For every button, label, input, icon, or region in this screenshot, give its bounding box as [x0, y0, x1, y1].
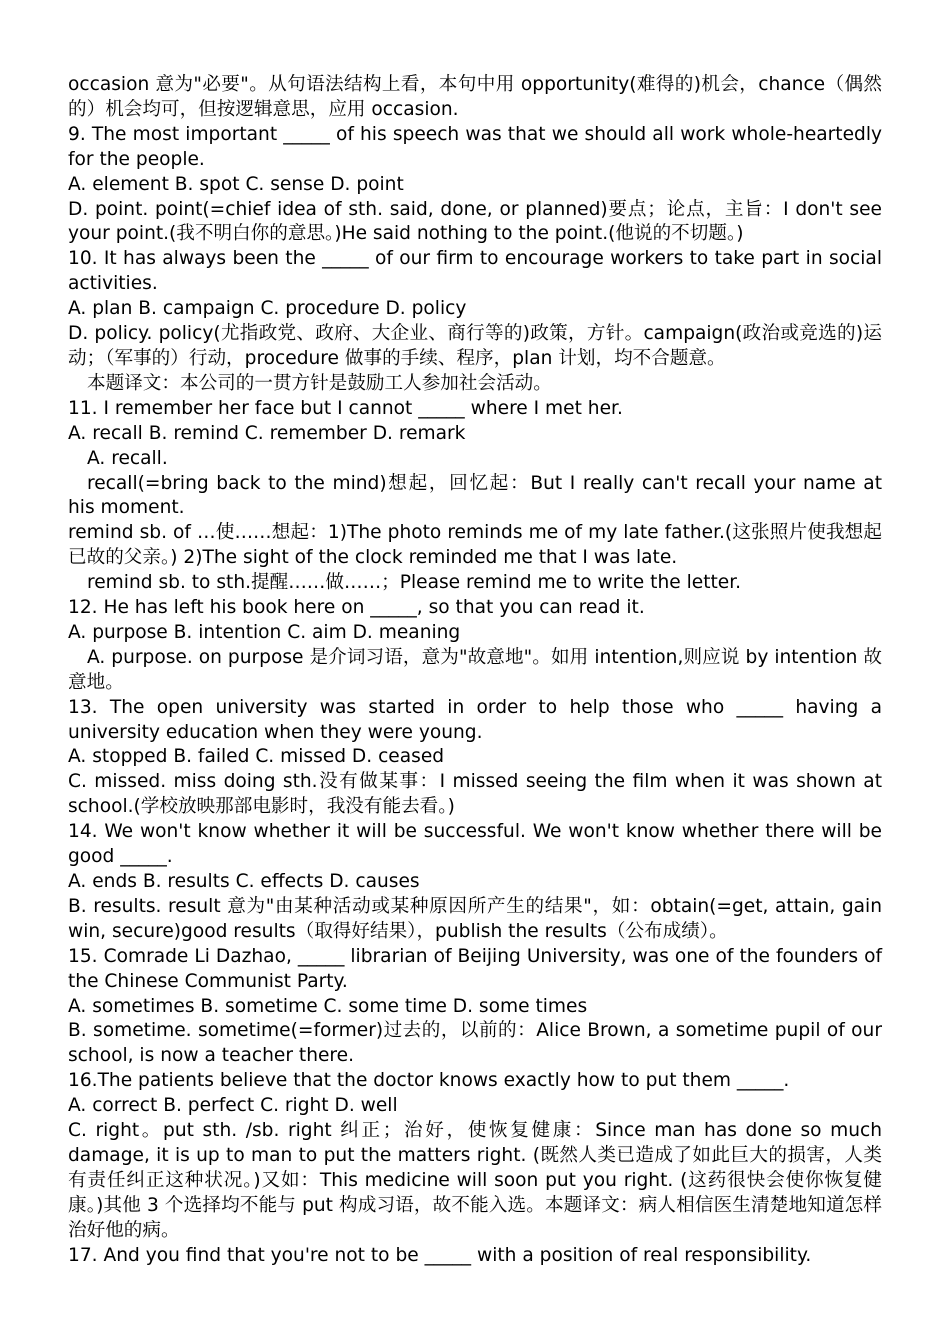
- answer-13: C. missed. miss doing sth.没有做某事：I missed seeing the film when it was shown at school.(学校放映那部电影时，我没有能去看。): [68, 771, 882, 818]
- answer-10: D. policy. policy(尤指政党、政府、大企业、商行等的)政策，方针。campaign(政治或竞选的)运动；（军事的）行动，procedure 做事的手续、程序，plan 计划，均不合题意。: [68, 323, 882, 369]
- question-16: 16.The patients believe that the doctor knows exactly how to put them _____.: [68, 1070, 790, 1092]
- options-15: A. sometimes B. sometime C. some time D. some times: [68, 995, 588, 1017]
- explanation-11-remind-to: remind sb. to sth.提醒……做……；Please remind me to write the letter.: [87, 572, 742, 594]
- options-14: A. ends B. results C. effects D. causes: [68, 871, 420, 892]
- options-11: A. recall B. remind C. remember D. remark: [68, 422, 466, 444]
- question-13: 13. The open university was started in order to help those who _____ having a university education when they were young.: [68, 696, 882, 743]
- question-15: 15. Comrade Li Dazhao, _____ librarian of Beijing University, was one of the founders of the Chinese Communist Party.: [68, 945, 882, 992]
- question-11: 11. I remember her face but I cannot _____ where I met her.: [68, 397, 623, 419]
- document-page: [68, 73, 882, 1269]
- answer-14: B. results. result 意为"由某种活动或某种原因所产生的结果"，如：obtain(=get, attain, gain win, secure)good results（取得好结果），publish the results（公布成绩）。: [68, 895, 882, 942]
- question-9: 9. The most important _____ of his speech was that we should all work whole-heartedly for the people.: [68, 123, 882, 170]
- answer-11: A. recall.: [87, 447, 168, 469]
- question-12: 12. He has left his book here on _____, so that you can read it.: [68, 597, 645, 619]
- explanation-11-remind-of: remind sb. of …使……想起：1)The photo reminds me of my late father.(这张照片使我想起已故的父亲。) 2)The sight of the clock reminded me that I was late.: [68, 522, 882, 569]
- translation-10: 本题译文：本公司的一贯方针是鼓励工人参加社会活动。: [87, 372, 552, 394]
- paragraph: occasion 意为"必要"。从句语法结构上看，本句中用 opportunity(难得的)机会，chance（偶然的）机会均可，但按逻辑意思，应用 occasion.: [68, 74, 882, 120]
- explanation-11-recall: recall(=bring back to the mind)想起，回忆起：But I really can't recall your name at his moment.: [68, 472, 882, 519]
- options-10: A. plan B. campaign C. procedure D. policy: [68, 298, 467, 320]
- answer-9: D. point. point(=chief idea of sth. said, done, or planned)要点；论点，主旨：I don't see your point.(我不明白你的意思。)He said nothing to the point.(他说的不切题。): [68, 198, 882, 245]
- question-10: 10. It has always been the _____ of our firm to encourage workers to take part in social activities.: [68, 248, 882, 295]
- options-16: A. correct B. perfect C. right D. well: [68, 1095, 398, 1117]
- options-12: A. purpose B. intention C. aim D. meaning: [68, 621, 461, 643]
- answer-15: B. sometime. sometime(=former)过去的，以前的：Alice Brown, a sometime pupil of our school, is now a teacher there.: [68, 1020, 882, 1067]
- question-17: 17. And you find that you're not to be _____ with a position of real responsibility.: [68, 1244, 812, 1266]
- answer-16: C. right。put sth. /sb. right 纠正；治好，使恢复健康：Since man has done so much damage, it is up to man to put the matters right. (既然人类已造成了如此巨大的损害，人类有责任纠正这种状况。)又如：This medicine will soon put you right. (这药很快会使你恢复健康。)其他 3 个选择均不能与 put 构成习语，故不能入选。本题译文：病人相信医生清楚地知道怎样治好他的病。: [68, 1120, 882, 1241]
- question-14: 14. We won't know whether it will be successful. We won't know whether there will be good _____.: [68, 821, 882, 868]
- options-9: A. element B. spot C. sense D. point: [68, 173, 404, 195]
- answer-12: A. purpose. on purpose 是介词习语，意为"故意地"。如用 intention,则应说 by intention 故意地。: [68, 646, 882, 693]
- options-13: A. stopped B. failed C. missed D. ceased: [68, 746, 445, 768]
